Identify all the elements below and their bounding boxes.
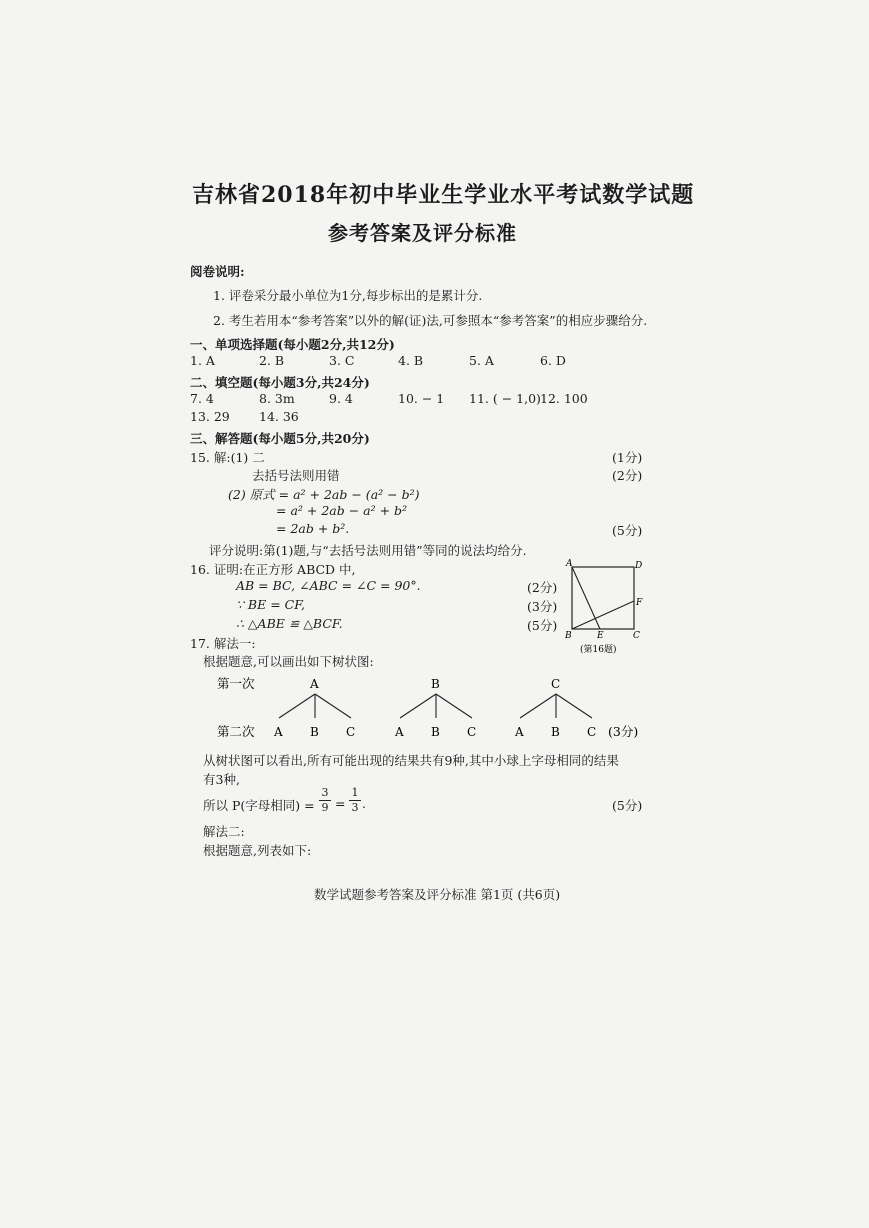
page-footer: 数学试题参考答案及评分标准 第1页 (共6页)	[314, 887, 561, 902]
tree-second-label: 第二次	[217, 724, 255, 739]
q17-line: 17. 解法一:	[190, 636, 256, 651]
vertex-label-e: E	[597, 631, 604, 641]
vertex-label-d: D	[635, 561, 643, 571]
score-mark: (2分)	[527, 580, 558, 595]
tree-branch	[315, 694, 351, 718]
notes-heading: 阅卷说明:	[190, 264, 245, 279]
fraction-numerator: 1	[351, 786, 359, 799]
section3-heading: 三、解答题(每小题5分,共20分)	[190, 431, 370, 446]
segment-bf	[572, 601, 634, 629]
vertex-label-a: A	[566, 559, 573, 569]
note-item: 1. 评卷采分最小单位为1分,每步标出的是累计分.	[213, 288, 483, 303]
fraction-denominator: 9	[321, 801, 329, 814]
note-item: 2. 考生若用本“参考答案”以外的解(证)法,可参照本“参考答案”的相应步骤给分.	[213, 313, 648, 328]
fraction-denominator: 3	[351, 801, 359, 814]
segment-ae	[572, 567, 600, 629]
tree-branch	[520, 694, 556, 718]
tree-branch	[556, 694, 592, 718]
q15-line: 去括号法则用错	[252, 468, 340, 483]
q15-line: = a² + 2ab − a² + b²	[276, 503, 408, 518]
tree-leaf-node: B	[310, 725, 319, 739]
score-mark: (5分)	[612, 523, 643, 538]
tree-leaf-node: B	[431, 725, 440, 739]
tree-leaf-node: A	[274, 725, 283, 739]
answer-item: 8. 3m	[259, 391, 295, 406]
tree-first-label: 第一次	[217, 676, 255, 691]
answer-item: 12. 100	[540, 391, 588, 406]
tree-leaf-node: C	[587, 725, 597, 739]
tree-branch	[279, 694, 315, 718]
vertex-label-f: F	[636, 598, 643, 608]
tree-root-node: C	[551, 677, 561, 691]
q15-line: = 2ab + b².	[276, 521, 350, 536]
tree-leaf-node: A	[515, 725, 524, 739]
score-mark: (5分)	[612, 798, 643, 813]
q17-line: 根据题意,可以画出如下树状图:	[203, 654, 374, 669]
page-title: 吉林省2018年初中毕业生学业水平考试数学试题	[192, 182, 695, 208]
q16-line: ∵ BE = CF,	[236, 597, 305, 612]
period: .	[362, 796, 366, 811]
q16-line: 16. 证明:在正方形 ABCD 中,	[190, 562, 356, 577]
section1-heading: 一、单项选择题(每小题2分,共12分)	[190, 337, 395, 352]
tree-diagram	[200, 672, 650, 744]
answer-item: 11. ( − 1,0)	[469, 391, 541, 406]
score-mark: (3分)	[608, 724, 639, 739]
answer-item: 3. C	[329, 353, 355, 368]
q17-line: 从树状图可以看出,所有可能出现的结果共有9种,其中小球上字母相同的结果	[203, 753, 619, 768]
tree-branch	[400, 694, 436, 718]
square-abcd	[572, 567, 634, 629]
tree-leaf-node: A	[395, 725, 404, 739]
answer-item: 9. 4	[329, 391, 353, 406]
score-mark: (1分)	[612, 450, 643, 465]
fraction-numerator: 3	[321, 786, 329, 799]
tree-leaf-node: C	[467, 725, 477, 739]
answer-item: 4. B	[398, 353, 424, 368]
q16-line: AB = BC, ∠ABC = ∠C = 90°.	[236, 578, 421, 593]
q16-line: ∴ △ABE ≌ △BCF.	[236, 616, 343, 631]
q17-line: 根据题意,列表如下:	[203, 843, 312, 858]
answer-item: 6. D	[540, 353, 566, 368]
q15-line: (2) 原式 = a² + 2ab − (a² − b²)	[228, 487, 420, 502]
q17-method2: 解法二:	[203, 824, 245, 839]
tree-leaf-node: C	[346, 725, 356, 739]
q17-line: 有3种,	[203, 772, 240, 787]
score-mark: (3分)	[527, 599, 558, 614]
probability-prefix: 所以 P(字母相同) =	[203, 798, 315, 813]
q15-note: 评分说明:第(1)题,与“去括号法则用错”等同的说法均给分.	[209, 543, 527, 558]
tree-root-node: B	[431, 677, 440, 691]
vertex-label-b: B	[565, 631, 572, 641]
figure-caption: (第16题)	[580, 645, 617, 655]
tree-branch	[436, 694, 472, 718]
fraction-3-9	[319, 787, 331, 814]
answer-item: 2. B	[259, 353, 285, 368]
answer-item: 14. 36	[259, 409, 299, 424]
answer-item: 13. 29	[190, 409, 230, 424]
page-subtitle: 参考答案及评分标准	[328, 221, 517, 245]
answer-item: 5. A	[469, 353, 494, 368]
square-figure	[560, 558, 650, 658]
equals-sign: =	[335, 796, 346, 811]
score-mark: (5分)	[527, 618, 558, 633]
fraction-1-3	[349, 787, 361, 814]
tree-root-node: A	[310, 677, 319, 691]
answer-item: 1. A	[190, 353, 215, 368]
answer-item: 10. − 1	[398, 391, 445, 406]
section2-heading: 二、填空题(每小题3分,共24分)	[190, 375, 370, 390]
vertex-label-c: C	[633, 631, 640, 641]
tree-leaf-node: B	[551, 725, 560, 739]
score-mark: (2分)	[612, 468, 643, 483]
answer-item: 7. 4	[190, 391, 214, 406]
q15-line: 15. 解:(1) 二	[190, 450, 265, 465]
